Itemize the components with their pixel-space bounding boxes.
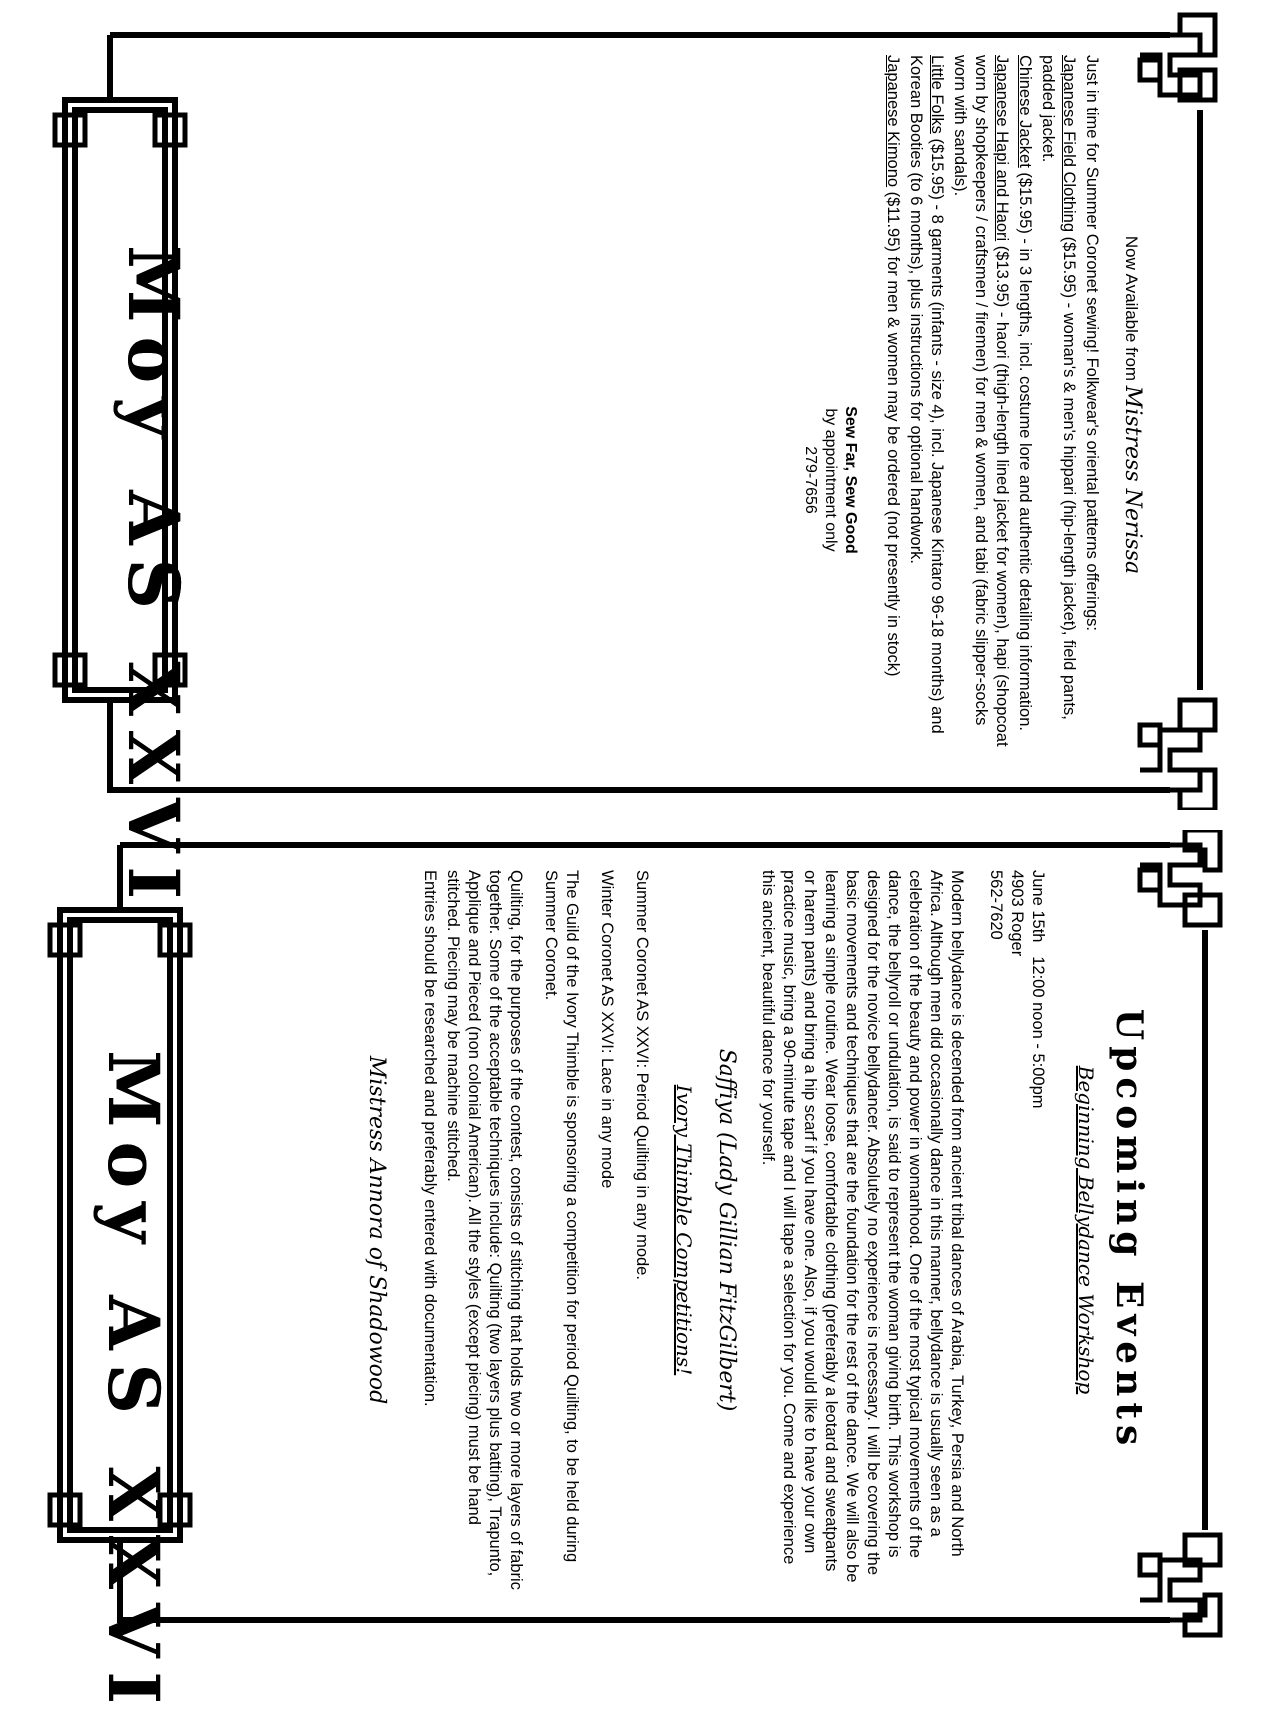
- list-item: Little Folks ($15.95) - 8 garments (infants - size 4), incl. Japanese Kintaro 96-18 months) and Korean Booties (to 6 months), plus instructions for optional handwork.: [907, 55, 946, 734]
- list-item: Japanese Field Clothing ($15.95) - woman's & men's hippari (hip-length jacket), field pants, padded jacket.: [1039, 55, 1078, 720]
- workshop-title: Beginning Bellydance Workshop: [1074, 1065, 1098, 1395]
- signature-block: [800, 205, 860, 755]
- events-content: [140, 870, 1150, 1590]
- signature: Mistress Annora of Shadowood: [364, 1055, 389, 1405]
- heading-prefix: Now Available from: [1122, 235, 1141, 386]
- workshop-description: Modern bellydance is decended from ancient tribal dances of Arabia, Turkey, Persia and North Africa. Although men did occasionally dance in this manner, bellydance is usually seen as a celebration of the beauty and power in womanhood. One of the most typical movements of the dance, the bellyroll or undulation, is said to represent the woman giving birth. This workshop is designed for the novice bellydancer. Absolutely no experience is necessary. I will be covering the basic movements and techniques that are the foundation for the rest of the dance. We will also be learning a simple routine. Wear loose, comfortable clothing (preferably a leotard and sweatpants or harem pants) and bring a hip scarf if you have one. Also, if you would like to have your own practice music, bring a 90-minute tape and I will tape a selection for you. Come and experience this ancient, beautiful dance for yourself.: [759, 870, 966, 1583]
- competition-title: Ivory Thimble Competitions!: [672, 1084, 696, 1376]
- event-date-time: June 15th 12:00 noon - 5:00pm: [1029, 870, 1047, 1109]
- event-details: [985, 870, 1048, 1590]
- intro-text: Just in time for Summer Coronet sewing! Folkwear's oriental patterns offerings:: [1083, 55, 1101, 632]
- banner-title: Moy AS XXVI: [92, 1050, 175, 1718]
- bottom-page: [0, 830, 1275, 1718]
- list-item: Japanese Kimono ($11.95) for men & women may be ordered (not presently in stock): [884, 55, 902, 677]
- list-item: Japanese Hapi and Haori ($13.95) - haori (thigh-length lined jacket for women), hapi (shopcoat worn by shopkeepers / craftsmen / firemen) for men & women, and tabi (fabric slipper-socks worn with sandals).: [951, 55, 1011, 747]
- banner-title: Moy AS XXVI: [112, 245, 195, 914]
- competition-sponsor: The Guild of the Ivory Thimble is sponsoring a competition for period Quilting, to be held during Summer Coronet.: [542, 870, 581, 1563]
- competition-rules: Quilting, for the purposes of the contest, consists of stitching that holds two or more layers of fabric together. Some of the acceptable techniques include: Quilting (two layers plus batting), Trapunto, Applique and Pieced (non colonial American). All the styles (except piecing) must be hand stitched. Piecing may be machine stitched.: [444, 870, 525, 1590]
- flyer-content: [145, 55, 1145, 755]
- heading-name: Mistress Nerissa: [1120, 385, 1145, 575]
- appointment-note: by appointment only: [822, 408, 839, 552]
- page-title: Upcoming Events: [1108, 1008, 1150, 1452]
- competition-winter: Winter Coronet AS XXVI: Lace in any mode: [598, 870, 616, 1189]
- phone-number: 279-7656: [802, 446, 819, 514]
- competition-entries: Entries should be researched and preferably entered with documentation.: [421, 870, 439, 1407]
- business-name: Sew Far, Sew Good: [842, 406, 859, 554]
- event-address: 4903 Roger: [1008, 870, 1026, 957]
- list-item: Chinese Jacket ($15.95) - in 3 lengths, incl. costume lore and authentic detailing information.: [1016, 55, 1034, 731]
- event-phone: 562-7620: [987, 870, 1005, 940]
- competition-summer: Summer Coronet AS XXVI: Period Quilting in any mode.: [633, 870, 651, 1280]
- page-heading: [1120, 55, 1145, 755]
- instructor-name: Saffiya (Lady Gillian FitzGilbert): [714, 1048, 739, 1412]
